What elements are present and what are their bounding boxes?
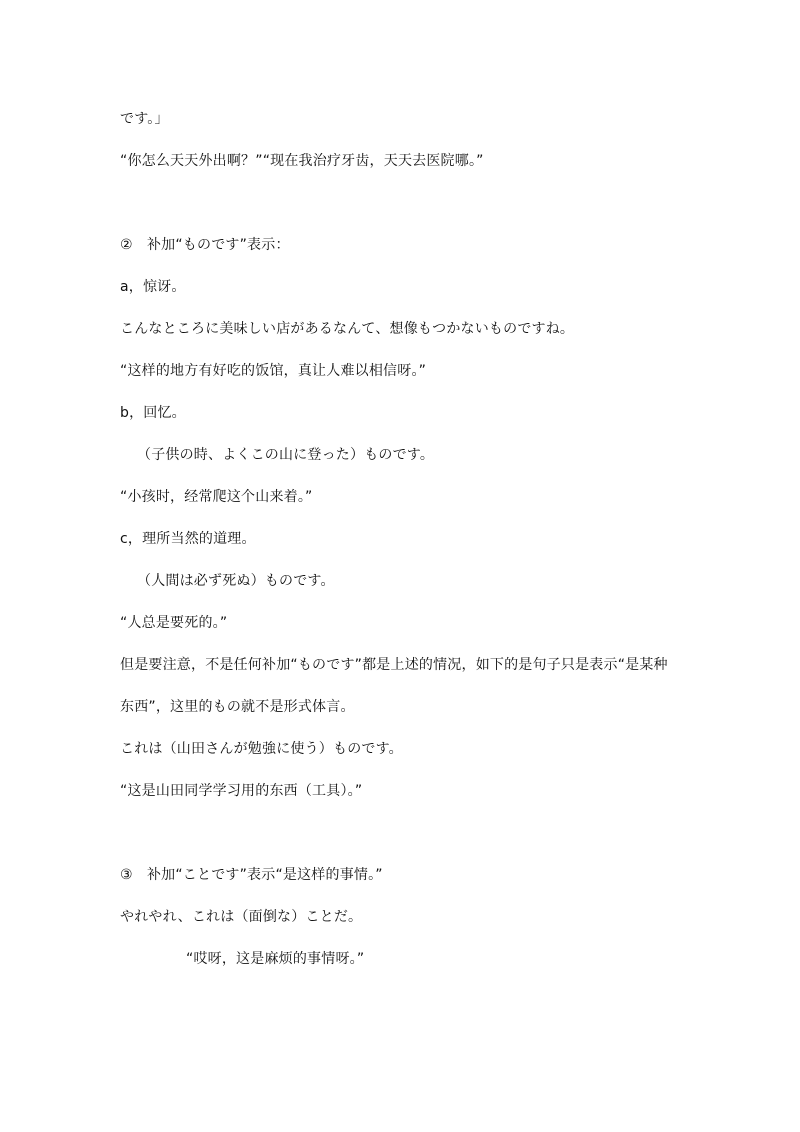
example-sentence-e: やれやれ、これは（面倒な）ことだ。: [120, 909, 363, 925]
example-sentence-c: （人間は必ず死ぬ）ものです。: [137, 573, 335, 589]
example-sentence-b: （子供の時、よくこの山に登った）ものです。: [137, 447, 435, 463]
section-heading-2: ② 补加“ものです”表示：: [120, 237, 290, 253]
translation-a: “这样的地方有好吃的饭馆，真让人难以相信呀。”: [120, 363, 427, 379]
subheading-a: a，惊讶。: [120, 279, 186, 295]
subheading-c: c，理所当然的道理。: [120, 531, 256, 547]
text-line-1: です。」: [120, 111, 169, 127]
translation-b: “小孩时，经常爬这个山来着。”: [120, 489, 313, 505]
example-sentence-d: これは（山田さんが勉強に使う）ものです。: [120, 741, 403, 757]
note-line-1: 但是要注意，不是任何补加“ものです”都是上述的情况，如下的是句子只是表示“是某种: [120, 657, 668, 673]
translation-c: “人总是要死的。”: [120, 615, 228, 631]
text-line-2: “你怎么天天外出啊？”“现在我治疗牙齿，天天去医院哪。”: [120, 153, 484, 169]
section-heading-3: ③ 补加“ことです”表示“是这样的事情。”: [120, 867, 383, 883]
subheading-b: b，回忆。: [120, 405, 186, 421]
note-line-2: 东西”，这里的もの就不是形式体言。: [120, 699, 355, 715]
translation-d: “这是山田同学学习用的东西（工具）。”: [120, 783, 363, 799]
example-sentence-a: こんなところに美味しい店があるなんて、想像もつかないものですね。: [120, 321, 575, 337]
translation-e: “哎呀，这是麻烦的事情呀。”: [186, 951, 365, 967]
